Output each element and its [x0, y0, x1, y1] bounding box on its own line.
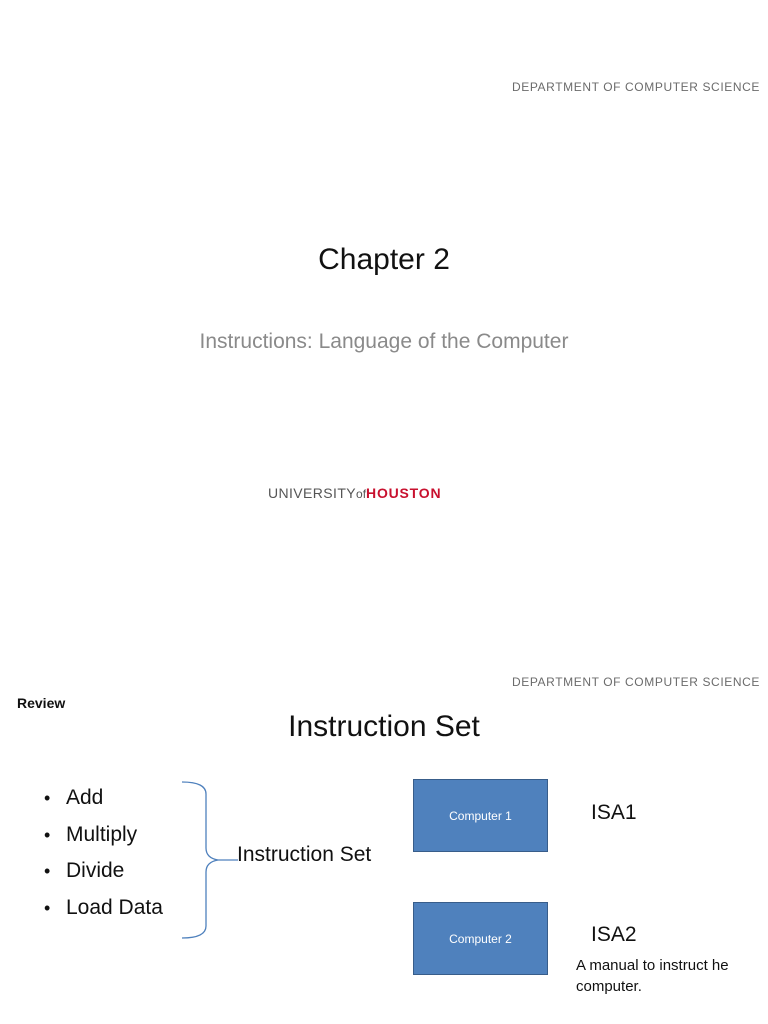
brace-label: Instruction Set: [237, 843, 372, 866]
computer-2-box: Computer 2: [413, 902, 548, 975]
isa-2-label: ISA2: [591, 923, 637, 946]
logo-houston-text: HOUSTON: [366, 485, 442, 501]
slide-title: Instruction Set: [288, 710, 480, 743]
slide-title: Chapter 2: [318, 243, 450, 276]
slide-subtitle: Instructions: Language of the Computer: [199, 330, 569, 353]
manual-note: A manual to instruct he computer.: [576, 957, 729, 995]
logo-of-text: of: [356, 487, 367, 501]
department-header: DEPARTMENT OF COMPUTER SCIENCE: [511, 675, 760, 689]
isa-1-label: ISA1: [591, 801, 637, 824]
instruction-set-slide: [0, 512, 768, 1024]
university-logo: [268, 485, 441, 502]
list-item: • Multiply: [44, 817, 163, 854]
logo-university-text: UNIVERSITY: [268, 485, 357, 501]
department-header: DEPARTMENT OF COMPUTER SCIENCE: [511, 80, 760, 94]
list-item: • Load Data: [44, 890, 163, 927]
list-item: • Divide: [44, 853, 163, 890]
review-label: Review: [17, 695, 66, 711]
right-brace-icon: [178, 780, 240, 940]
instruction-list: [44, 780, 163, 926]
list-item: • Add: [44, 780, 163, 817]
computer-1-box: Computer 1: [413, 779, 548, 852]
